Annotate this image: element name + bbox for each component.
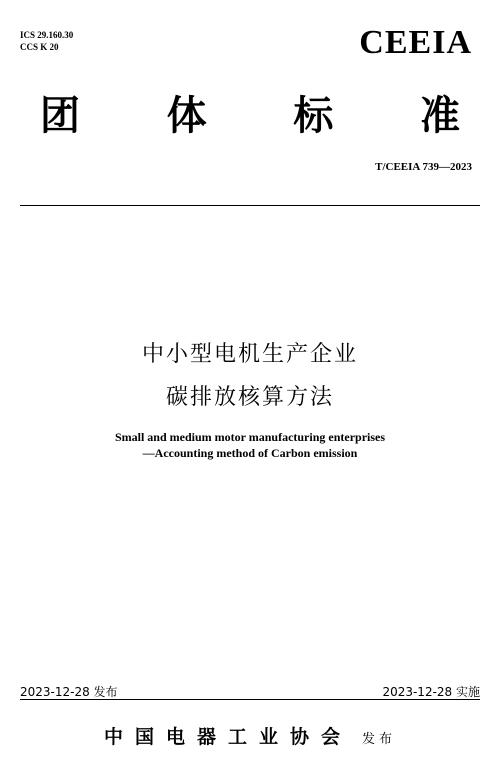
bottom-divider	[20, 699, 480, 700]
standard-type-char: 标	[293, 92, 334, 139]
issuer-action: 发布	[362, 732, 397, 747]
standard-type-char: 团	[40, 92, 80, 139]
standard-number: T/CEEIA 739—2023	[375, 161, 472, 173]
implementation-date: 2023-12-28 实施	[382, 685, 480, 699]
ics-code: ICS 29.160.30	[20, 30, 74, 40]
issuer-name: 中国电器工业协会	[103, 726, 352, 748]
title-chinese-line-1: 中小型电机生产企业	[141, 342, 358, 367]
issuer-line	[0, 722, 500, 749]
standard-type-heading	[40, 92, 460, 140]
title-english-line-1: Small and medium motor manufacturing enterprises	[114, 430, 386, 444]
organization-code: CEEIA	[359, 24, 472, 61]
top-divider	[20, 205, 480, 206]
title-chinese-line-2: 碳排放核算方法	[165, 385, 334, 410]
standard-type-char: 准	[419, 92, 460, 139]
issue-date: 2023-12-28 发布	[20, 685, 118, 699]
title-english-line-2: —Accounting method of Carbon emission	[142, 446, 358, 460]
standard-type-char: 体	[166, 92, 207, 139]
ccs-code: CCS K 20	[20, 42, 59, 52]
